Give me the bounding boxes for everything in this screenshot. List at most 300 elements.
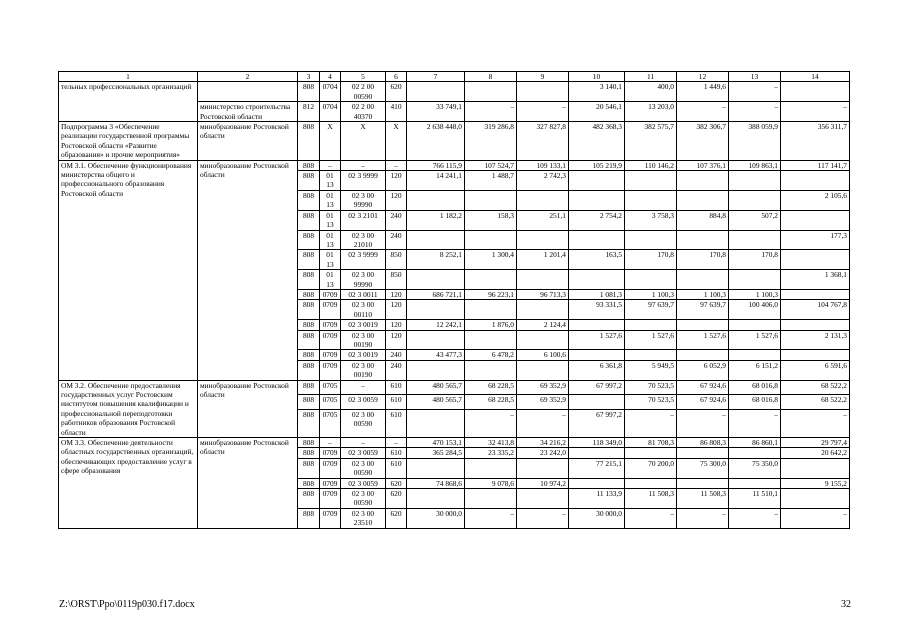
budget-code-cell: 808 (298, 122, 320, 161)
amount-cell: 400,0 (625, 82, 677, 102)
amount-cell: 3 140,1 (569, 82, 625, 102)
budget-code-cell: 02 3 00 99990 (341, 190, 386, 210)
budget-code-cell: 02 3 9999 (341, 171, 386, 191)
column-number: 13 (729, 72, 781, 82)
amount-cell (407, 190, 465, 210)
amount-cell (625, 230, 677, 250)
budget-code-cell: 120 (386, 190, 407, 210)
amount-cell: 2 754,2 (569, 210, 625, 230)
budget-code-cell: 0709 (320, 300, 341, 320)
amount-cell (729, 190, 781, 210)
amount-cell (677, 320, 729, 330)
amount-cell: 11 508,3 (625, 489, 677, 509)
budget-code-cell: 808 (298, 190, 320, 210)
amount-cell: 1 368,1 (781, 270, 850, 290)
amount-cell: 34 216,2 (517, 438, 569, 448)
amount-cell: 100 406,0 (729, 300, 781, 320)
amount-cell: 81 708,3 (625, 438, 677, 448)
amount-cell (465, 489, 517, 509)
amount-cell: 107 524,7 (465, 160, 517, 170)
amount-cell: 104 767,8 (781, 300, 850, 320)
amount-cell (569, 320, 625, 330)
amount-cell: 75 300,0 (677, 458, 729, 478)
budget-code-cell: 620 (386, 478, 407, 488)
amount-cell: – (465, 508, 517, 528)
amount-cell: 177,3 (781, 230, 850, 250)
amount-cell: – (729, 102, 781, 122)
budget-code-cell: 808 (298, 320, 320, 330)
amount-cell: 686 721,1 (407, 289, 465, 299)
amount-cell: 766 115,9 (407, 160, 465, 170)
budget-code-cell: 0709 (320, 508, 341, 528)
amount-cell: 109 133,1 (517, 160, 569, 170)
amount-cell: 69 352,9 (517, 395, 569, 410)
budget-code-cell: 01 13 (320, 250, 341, 270)
amount-cell: 884,8 (677, 210, 729, 230)
budget-code-cell: 0709 (320, 458, 341, 478)
amount-cell: 170,8 (677, 250, 729, 270)
budget-code-cell: 02 3 00 99990 (341, 270, 386, 290)
table-row (59, 380, 850, 395)
amount-cell: 6 151,2 (729, 360, 781, 380)
amount-cell (625, 171, 677, 191)
budget-code-cell: 0704 (320, 102, 341, 122)
amount-cell: 1 527,6 (677, 330, 729, 350)
budget-code-cell: 0709 (320, 478, 341, 488)
amount-cell: 43 477,3 (407, 350, 465, 360)
column-number: 12 (677, 72, 729, 82)
amount-cell: 70 523,5 (625, 380, 677, 395)
amount-cell: 1 201,4 (517, 250, 569, 270)
budget-code-cell: 0709 (320, 350, 341, 360)
executor-cell: минобразование Ростовской области (198, 160, 298, 380)
budget-code-cell: 808 (298, 380, 320, 395)
budget-code-cell: 0709 (320, 489, 341, 509)
amount-cell: 507,2 (729, 210, 781, 230)
amount-cell: – (729, 410, 781, 438)
amount-cell: 9 078,6 (465, 478, 517, 488)
amount-cell: 6 100,6 (517, 350, 569, 360)
amount-cell: 77 215,1 (569, 458, 625, 478)
amount-cell (517, 458, 569, 478)
amount-cell: 365 284,5 (407, 448, 465, 458)
budget-code-cell: 410 (386, 102, 407, 122)
amount-cell: 93 331,5 (569, 300, 625, 320)
amount-cell: 2 124,4 (517, 320, 569, 330)
budget-code-cell: 02 3 0059 (341, 478, 386, 488)
budget-code-cell: 808 (298, 448, 320, 458)
amount-cell: 70 200,0 (625, 458, 677, 478)
amount-cell: 3 758,3 (625, 210, 677, 230)
amount-cell: – (677, 102, 729, 122)
column-number: 6 (386, 72, 407, 82)
table-row (59, 438, 850, 448)
amount-cell: 1 100,3 (625, 289, 677, 299)
amount-cell (781, 82, 850, 102)
amount-cell: 1 182,2 (407, 210, 465, 230)
amount-cell: 67 924,6 (677, 395, 729, 410)
amount-cell: 170,8 (625, 250, 677, 270)
budget-code-cell: 808 (298, 478, 320, 488)
budget-code-cell: 610 (386, 395, 407, 410)
amount-cell (517, 300, 569, 320)
amount-cell: 117 141,7 (781, 160, 850, 170)
amount-cell: 388 059,9 (729, 122, 781, 161)
amount-cell: 75 350,0 (729, 458, 781, 478)
amount-cell: 68 228,5 (465, 395, 517, 410)
budget-code-cell: 808 (298, 330, 320, 350)
amount-cell: 319 286,8 (465, 122, 517, 161)
column-number: 1 (59, 72, 198, 82)
amount-cell (407, 458, 465, 478)
budget-code-cell: 808 (298, 395, 320, 410)
amount-cell (465, 458, 517, 478)
amount-cell (407, 360, 465, 380)
amount-cell: – (517, 508, 569, 528)
amount-cell: 1 100,3 (729, 289, 781, 299)
budget-code-cell: 02 2 00 00590 (341, 82, 386, 102)
amount-cell (729, 270, 781, 290)
budget-code-cell: 02 3 00 21010 (341, 230, 386, 250)
amount-cell (569, 270, 625, 290)
amount-cell (407, 270, 465, 290)
budget-code-cell: 02 3 0059 (341, 395, 386, 410)
budget-code-cell: 850 (386, 270, 407, 290)
amount-cell: 11 133,9 (569, 489, 625, 509)
amount-cell (677, 270, 729, 290)
page-number: 32 (841, 599, 851, 610)
amount-cell (569, 350, 625, 360)
amount-cell: 356 311,7 (781, 122, 850, 161)
budget-code-cell: 610 (386, 458, 407, 478)
amount-cell (465, 230, 517, 250)
amount-cell: 2 742,3 (517, 171, 569, 191)
amount-cell: 96 713,3 (517, 289, 569, 299)
amount-cell: 32 413,8 (465, 438, 517, 448)
executor-cell: минобразование Ростовской области (198, 122, 298, 161)
budget-code-cell: 02 3 2101 (341, 210, 386, 230)
amount-cell: 2 105,6 (781, 190, 850, 210)
amount-cell: 13 203,0 (625, 102, 677, 122)
amount-cell: 97 639,7 (677, 300, 729, 320)
budget-code-cell: 808 (298, 410, 320, 438)
budget-code-cell: 02 3 00 00110 (341, 300, 386, 320)
column-number-row (59, 72, 850, 82)
budget-code-cell: 620 (386, 82, 407, 102)
executor-cell: минобразование Ростовской области (198, 438, 298, 529)
amount-cell: 69 352,9 (517, 380, 569, 395)
amount-cell: 68 522,2 (781, 380, 850, 395)
amount-cell (729, 350, 781, 360)
budget-code-cell: Х (341, 122, 386, 161)
amount-cell: 1 876,0 (465, 320, 517, 330)
amount-cell: 30 000,0 (407, 508, 465, 528)
budget-code-cell: 808 (298, 289, 320, 299)
amount-cell: 97 639,7 (625, 300, 677, 320)
amount-cell (729, 171, 781, 191)
amount-cell: 105 219,9 (569, 160, 625, 170)
amount-cell (465, 270, 517, 290)
amount-cell: 11 510,1 (729, 489, 781, 509)
amount-cell (781, 210, 850, 230)
amount-cell (465, 190, 517, 210)
amount-cell: 23 242,0 (517, 448, 569, 458)
amount-cell (465, 82, 517, 102)
budget-code-cell: – (386, 160, 407, 170)
column-number: 7 (407, 72, 465, 82)
amount-cell: 74 868,6 (407, 478, 465, 488)
budget-code-cell: 120 (386, 320, 407, 330)
amount-cell: – (465, 410, 517, 438)
budget-code-cell: 02 3 0019 (341, 320, 386, 330)
amount-cell (569, 190, 625, 210)
amount-cell (517, 190, 569, 210)
amount-cell: 1 100,3 (677, 289, 729, 299)
amount-cell (677, 230, 729, 250)
budget-code-cell: 02 3 00 00590 (341, 410, 386, 438)
budget-code-cell: 240 (386, 360, 407, 380)
amount-cell: 70 523,5 (625, 395, 677, 410)
amount-cell (781, 250, 850, 270)
amount-cell: 118 349,0 (569, 438, 625, 448)
budget-code-cell: 0705 (320, 380, 341, 395)
budget-code-cell: – (341, 438, 386, 448)
amount-cell: 20 642,2 (781, 448, 850, 458)
amount-cell (781, 289, 850, 299)
executor-cell (198, 82, 298, 102)
amount-cell: – (625, 508, 677, 528)
amount-cell: 1 081,3 (569, 289, 625, 299)
budget-code-cell: 808 (298, 230, 320, 250)
event-name: ОМ 3.2. Обеспечение предоставления государственных услуг Ростовским институтом повышения квалификации и профессиональной переподготовки работников образования Ростовской области (59, 380, 198, 437)
table-row (59, 82, 850, 102)
event-name: Подпрограмма 3 «Обеспечение реализации государственной программы Ростовской области «Развитие образования» и прочие мероприятия» (59, 122, 198, 161)
amount-cell: 6 478,2 (465, 350, 517, 360)
amount-cell: 470 153,1 (407, 438, 465, 448)
amount-cell: 68 016,8 (729, 380, 781, 395)
amount-cell (517, 330, 569, 350)
amount-cell: 30 000,0 (569, 508, 625, 528)
column-number: 5 (341, 72, 386, 82)
amount-cell: 251,1 (517, 210, 569, 230)
column-number: 4 (320, 72, 341, 82)
amount-cell: – (781, 508, 850, 528)
amount-cell: – (781, 410, 850, 438)
amount-cell: – (781, 102, 850, 122)
budget-code-cell: 240 (386, 230, 407, 250)
amount-cell: 1 527,6 (625, 330, 677, 350)
amount-cell: 1 449,6 (677, 82, 729, 102)
amount-cell (517, 82, 569, 102)
column-number: 3 (298, 72, 320, 82)
budget-code-cell: 02 3 0011 (341, 289, 386, 299)
budget-code-cell: – (386, 438, 407, 448)
amount-cell (407, 330, 465, 350)
budget-code-cell: – (341, 380, 386, 395)
budget-code-cell: 0705 (320, 395, 341, 410)
amount-cell (465, 330, 517, 350)
amount-cell (407, 82, 465, 102)
budget-code-cell: 808 (298, 438, 320, 448)
document-path: Z:\ORST\Ppo\0119p030.f17.docx (59, 599, 195, 610)
amount-cell (729, 448, 781, 458)
amount-cell (407, 489, 465, 509)
amount-cell (729, 230, 781, 250)
amount-cell: 482 368,3 (569, 122, 625, 161)
budget-code-cell: 808 (298, 350, 320, 360)
budget-code-cell: 0709 (320, 360, 341, 380)
amount-cell: 14 241,1 (407, 171, 465, 191)
amount-cell: 67 924,6 (677, 380, 729, 395)
budget-code-cell: 02 3 00 00590 (341, 458, 386, 478)
amount-cell: 67 997,2 (569, 410, 625, 438)
amount-cell (625, 270, 677, 290)
executor-cell: министерство строительства Ростовской области (198, 102, 298, 122)
amount-cell: 110 146,2 (625, 160, 677, 170)
amount-cell: 33 749,1 (407, 102, 465, 122)
budget-table (58, 71, 850, 529)
budget-code-cell: 02 3 00 00190 (341, 360, 386, 380)
amount-cell: – (677, 508, 729, 528)
budget-code-cell: 0709 (320, 320, 341, 330)
budget-code-cell: Х (386, 122, 407, 161)
budget-code-cell: 610 (386, 410, 407, 438)
amount-cell (781, 458, 850, 478)
amount-cell: 96 223,1 (465, 289, 517, 299)
event-name: ОМ 3.1. Обеспечение функционирования министерства общего и профессионального образования Ростовской области (59, 160, 198, 380)
amount-cell: – (517, 410, 569, 438)
budget-code-cell: 808 (298, 360, 320, 380)
table-row (59, 160, 850, 170)
budget-code-cell: 02 3 0059 (341, 448, 386, 458)
budget-code-cell: 01 13 (320, 230, 341, 250)
amount-cell: 327 827,8 (517, 122, 569, 161)
column-number: 14 (781, 72, 850, 82)
budget-code-cell: 120 (386, 289, 407, 299)
amount-cell: 6 591,6 (781, 360, 850, 380)
amount-cell (677, 190, 729, 210)
amount-cell: 109 863,1 (729, 160, 781, 170)
budget-code-cell: – (341, 160, 386, 170)
amount-cell (677, 448, 729, 458)
amount-cell (569, 448, 625, 458)
amount-cell: – (677, 410, 729, 438)
column-number: 11 (625, 72, 677, 82)
event-name: ОМ 3.3. Обеспечение деятельности областных государственных организаций, обеспечивающих предоставление услуг в сфере образования (59, 438, 198, 529)
budget-code-cell: 02 3 9999 (341, 250, 386, 270)
amount-cell: 6 052,9 (677, 360, 729, 380)
amount-cell (625, 448, 677, 458)
budget-code-cell: 120 (386, 330, 407, 350)
amount-cell: 6 361,8 (569, 360, 625, 380)
amount-cell: 1 527,6 (569, 330, 625, 350)
budget-code-cell: Х (320, 122, 341, 161)
amount-cell: 107 376,1 (677, 160, 729, 170)
amount-cell (569, 478, 625, 488)
amount-cell: 480 565,7 (407, 380, 465, 395)
budget-code-cell: 808 (298, 489, 320, 509)
amount-cell: – (729, 508, 781, 528)
budget-code-cell: 808 (298, 160, 320, 170)
event-name: тельных профессиональных организаций (59, 82, 198, 122)
amount-cell: 382 575,7 (625, 122, 677, 161)
budget-code-cell: 02 3 0019 (341, 350, 386, 360)
budget-code-cell: 01 13 (320, 171, 341, 191)
amount-cell: 68 522,2 (781, 395, 850, 410)
amount-cell: 67 997,2 (569, 380, 625, 395)
amount-cell (677, 350, 729, 360)
amount-cell: 1 300,4 (465, 250, 517, 270)
amount-cell: 23 335,2 (465, 448, 517, 458)
amount-cell: 68 228,5 (465, 380, 517, 395)
budget-code-cell: 808 (298, 300, 320, 320)
budget-code-cell: 0704 (320, 82, 341, 102)
budget-code-cell: 812 (298, 102, 320, 122)
amount-cell: 382 306,7 (677, 122, 729, 161)
budget-code-cell: 240 (386, 210, 407, 230)
amount-cell (465, 360, 517, 380)
amount-cell: 86 808,3 (677, 438, 729, 448)
amount-cell (569, 171, 625, 191)
amount-cell: 9 155,2 (781, 478, 850, 488)
amount-cell (517, 230, 569, 250)
amount-cell: 68 016,8 (729, 395, 781, 410)
amount-cell (781, 171, 850, 191)
amount-cell: – (625, 410, 677, 438)
budget-code-cell: 610 (386, 448, 407, 458)
budget-code-cell: 120 (386, 300, 407, 320)
amount-cell: 29 797,4 (781, 438, 850, 448)
budget-code-cell: 01 13 (320, 190, 341, 210)
budget-code-cell: 0705 (320, 410, 341, 438)
amount-cell: 86 860,1 (729, 438, 781, 448)
budget-code-cell: 610 (386, 380, 407, 395)
amount-cell (517, 489, 569, 509)
amount-cell: 1 488,7 (465, 171, 517, 191)
budget-code-cell: 02 3 00 00590 (341, 489, 386, 509)
amount-cell (625, 320, 677, 330)
amount-cell: – (517, 102, 569, 122)
table-row (59, 122, 850, 161)
amount-cell: – (465, 102, 517, 122)
budget-table-page (58, 71, 849, 529)
budget-code-cell: 808 (298, 210, 320, 230)
budget-code-cell: 0709 (320, 289, 341, 299)
column-number: 2 (198, 72, 298, 82)
amount-cell (625, 190, 677, 210)
amount-cell: – (729, 82, 781, 102)
budget-code-cell: 620 (386, 508, 407, 528)
amount-cell (465, 300, 517, 320)
budget-code-cell: 808 (298, 250, 320, 270)
amount-cell: 480 565,7 (407, 395, 465, 410)
amount-cell (569, 230, 625, 250)
budget-code-cell: 240 (386, 350, 407, 360)
amount-cell: 5 949,5 (625, 360, 677, 380)
amount-cell: 20 546,1 (569, 102, 625, 122)
budget-code-cell: 02 2 00 40370 (341, 102, 386, 122)
budget-code-cell: – (320, 438, 341, 448)
budget-code-cell: 01 13 (320, 210, 341, 230)
budget-code-cell: 02 3 00 00190 (341, 330, 386, 350)
amount-cell: 1 527,6 (729, 330, 781, 350)
budget-code-cell: 0709 (320, 448, 341, 458)
amount-cell (517, 270, 569, 290)
budget-code-cell: 120 (386, 171, 407, 191)
budget-code-cell: 808 (298, 458, 320, 478)
budget-code-cell: – (320, 160, 341, 170)
amount-cell (781, 320, 850, 330)
